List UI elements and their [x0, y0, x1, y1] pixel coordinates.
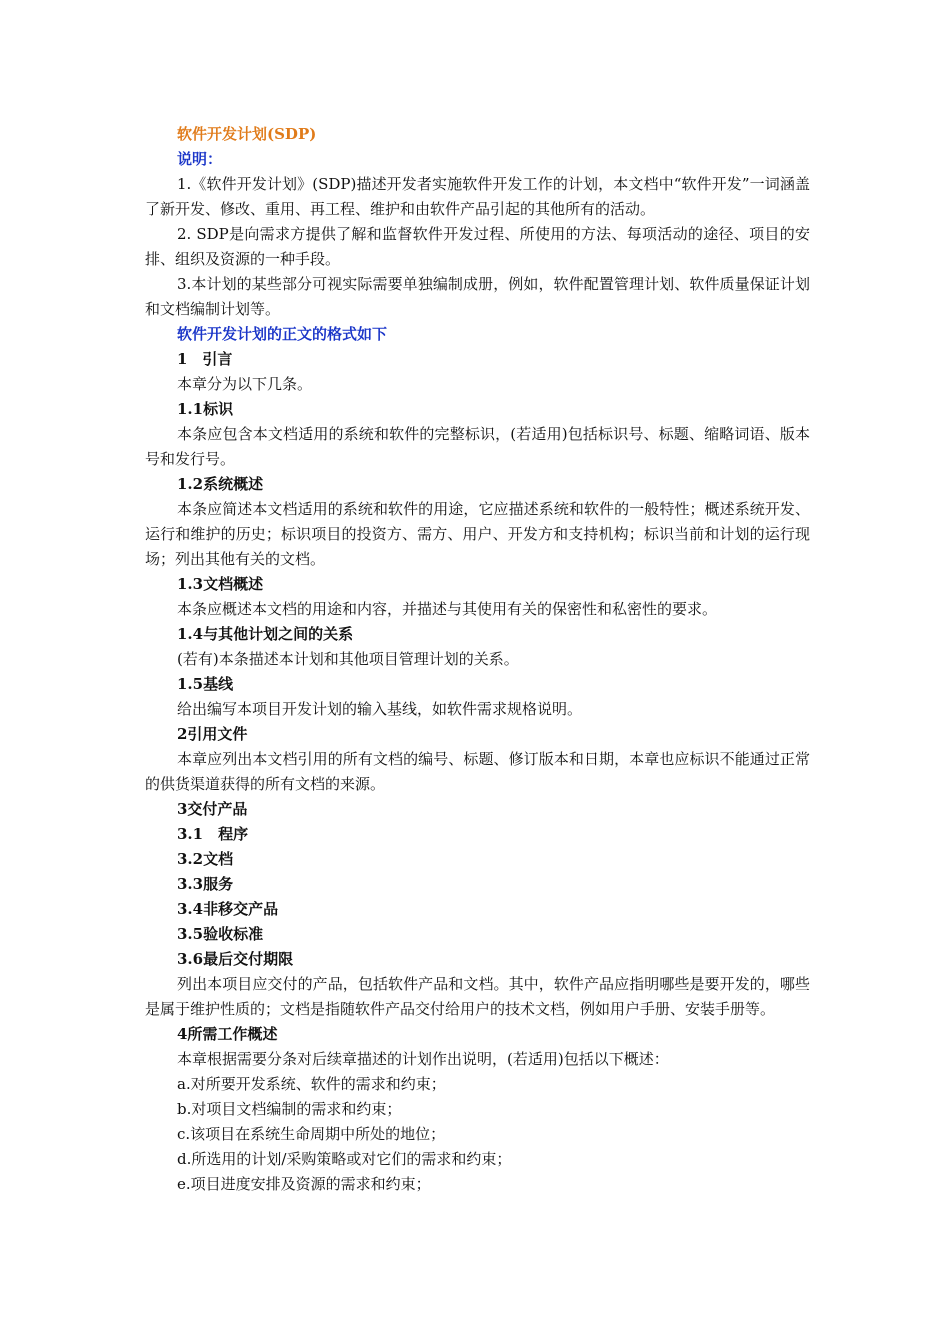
section-3-body: 列出本项目应交付的产品，包括软件产品和文档。其中，软件产品应指明哪些是要开发的，哪些是属于维护性质的；文档是指随软件产品交付给用户的技术文档，例如用户手册、安装手册等。	[145, 975, 810, 1018]
document-page	[145, 122, 810, 1197]
section-1-5-heading: 1.5基线	[177, 675, 234, 693]
note-paragraph-2: 2. SDP是向需求方提供了解和监督软件开发过程、所使用的方法、每项活动的途径、项目的安排、组织及资源的一种手段。	[145, 225, 810, 268]
section-3-2-heading: 3.2文档	[177, 850, 234, 868]
section-4-item-d: d.所选用的计划/采购策略或对它们的需求和约束；	[177, 1150, 512, 1168]
note-paragraph-1: 1.《软件开发计划》(SDP)描述开发者实施软件开发工作的计划，本文档中“软件开发”一词涵盖了新开发、修改、重用、再工程、维护和由软件产品引起的其他所有的活动。	[145, 175, 810, 218]
section-1-4-body: (若有)本条描述本计划和其他项目管理计划的关系。	[177, 650, 519, 668]
section-1-2-heading: 1.2系统概述	[177, 475, 264, 493]
doc-title: 软件开发计划(SDP)	[177, 125, 317, 143]
note-paragraph-3: 3.本计划的某些部分可视实际需要单独编制成册，例如，软件配置管理计划、软件质量保证计划和文档编制计划等。	[145, 275, 810, 318]
section-1-body: 本章分为以下几条。	[177, 375, 313, 393]
section-1-2-body: 本条应简述本文档适用的系统和软件的用途，它应描述系统和软件的一般特性；概述系统开发、运行和维护的历史；标识项目的投资方、需方、用户、开发方和支持机构；标识当前和计划的运行现场；列出其他有关的文档。	[145, 500, 810, 568]
section-4-item-b: b.对项目文档编制的需求和约束；	[177, 1100, 402, 1118]
section-3-heading: 3交付产品	[177, 800, 248, 818]
section-1-3-heading: 1.3文档概述	[177, 575, 264, 593]
section-3-3-heading: 3.3服务	[177, 875, 234, 893]
note-heading: 说明：	[177, 150, 223, 168]
section-2-body: 本章应列出本文档引用的所有文档的编号、标题、修订版本和日期，本章也应标识不能通过正常的供货渠道获得的所有文档的来源。	[145, 750, 810, 793]
section-3-1-heading: 3.1 程序	[177, 825, 249, 843]
format-heading: 软件开发计划的正文的格式如下	[177, 325, 388, 343]
section-4-item-e: e.项目进度安排及资源的需求和约束；	[177, 1175, 431, 1193]
section-1-heading: 1 引言	[177, 350, 233, 368]
section-2-heading: 2引用文件	[177, 725, 248, 743]
section-4-heading: 4所需工作概述	[177, 1025, 278, 1043]
section-3-6-heading: 3.6最后交付期限	[177, 950, 294, 968]
section-1-1-heading: 1.1标识	[177, 400, 234, 418]
section-4-item-a: a.对所要开发系统、软件的需求和约束；	[177, 1075, 446, 1093]
section-3-5-heading: 3.5验收标准	[177, 925, 264, 943]
section-1-1-body: 本条应包含本文档适用的系统和软件的完整标识，(若适用)包括标识号、标题、缩略词语、版本号和发行号。	[145, 425, 810, 468]
section-4-body: 本章根据需要分条对后续章描述的计划作出说明，(若适用)包括以下概述：	[177, 1050, 669, 1068]
section-1-4-heading: 1.4与其他计划之间的关系	[177, 625, 354, 643]
section-1-5-body: 给出编写本项目开发计划的输入基线，如软件需求规格说明。	[177, 700, 583, 718]
section-3-4-heading: 3.4非移交产品	[177, 900, 279, 918]
section-1-3-body: 本条应概述本文档的用途和内容，并描述与其使用有关的保密性和私密性的要求。	[177, 600, 718, 618]
section-4-item-c: c.该项目在系统生命周期中所处的地位；	[177, 1125, 446, 1143]
